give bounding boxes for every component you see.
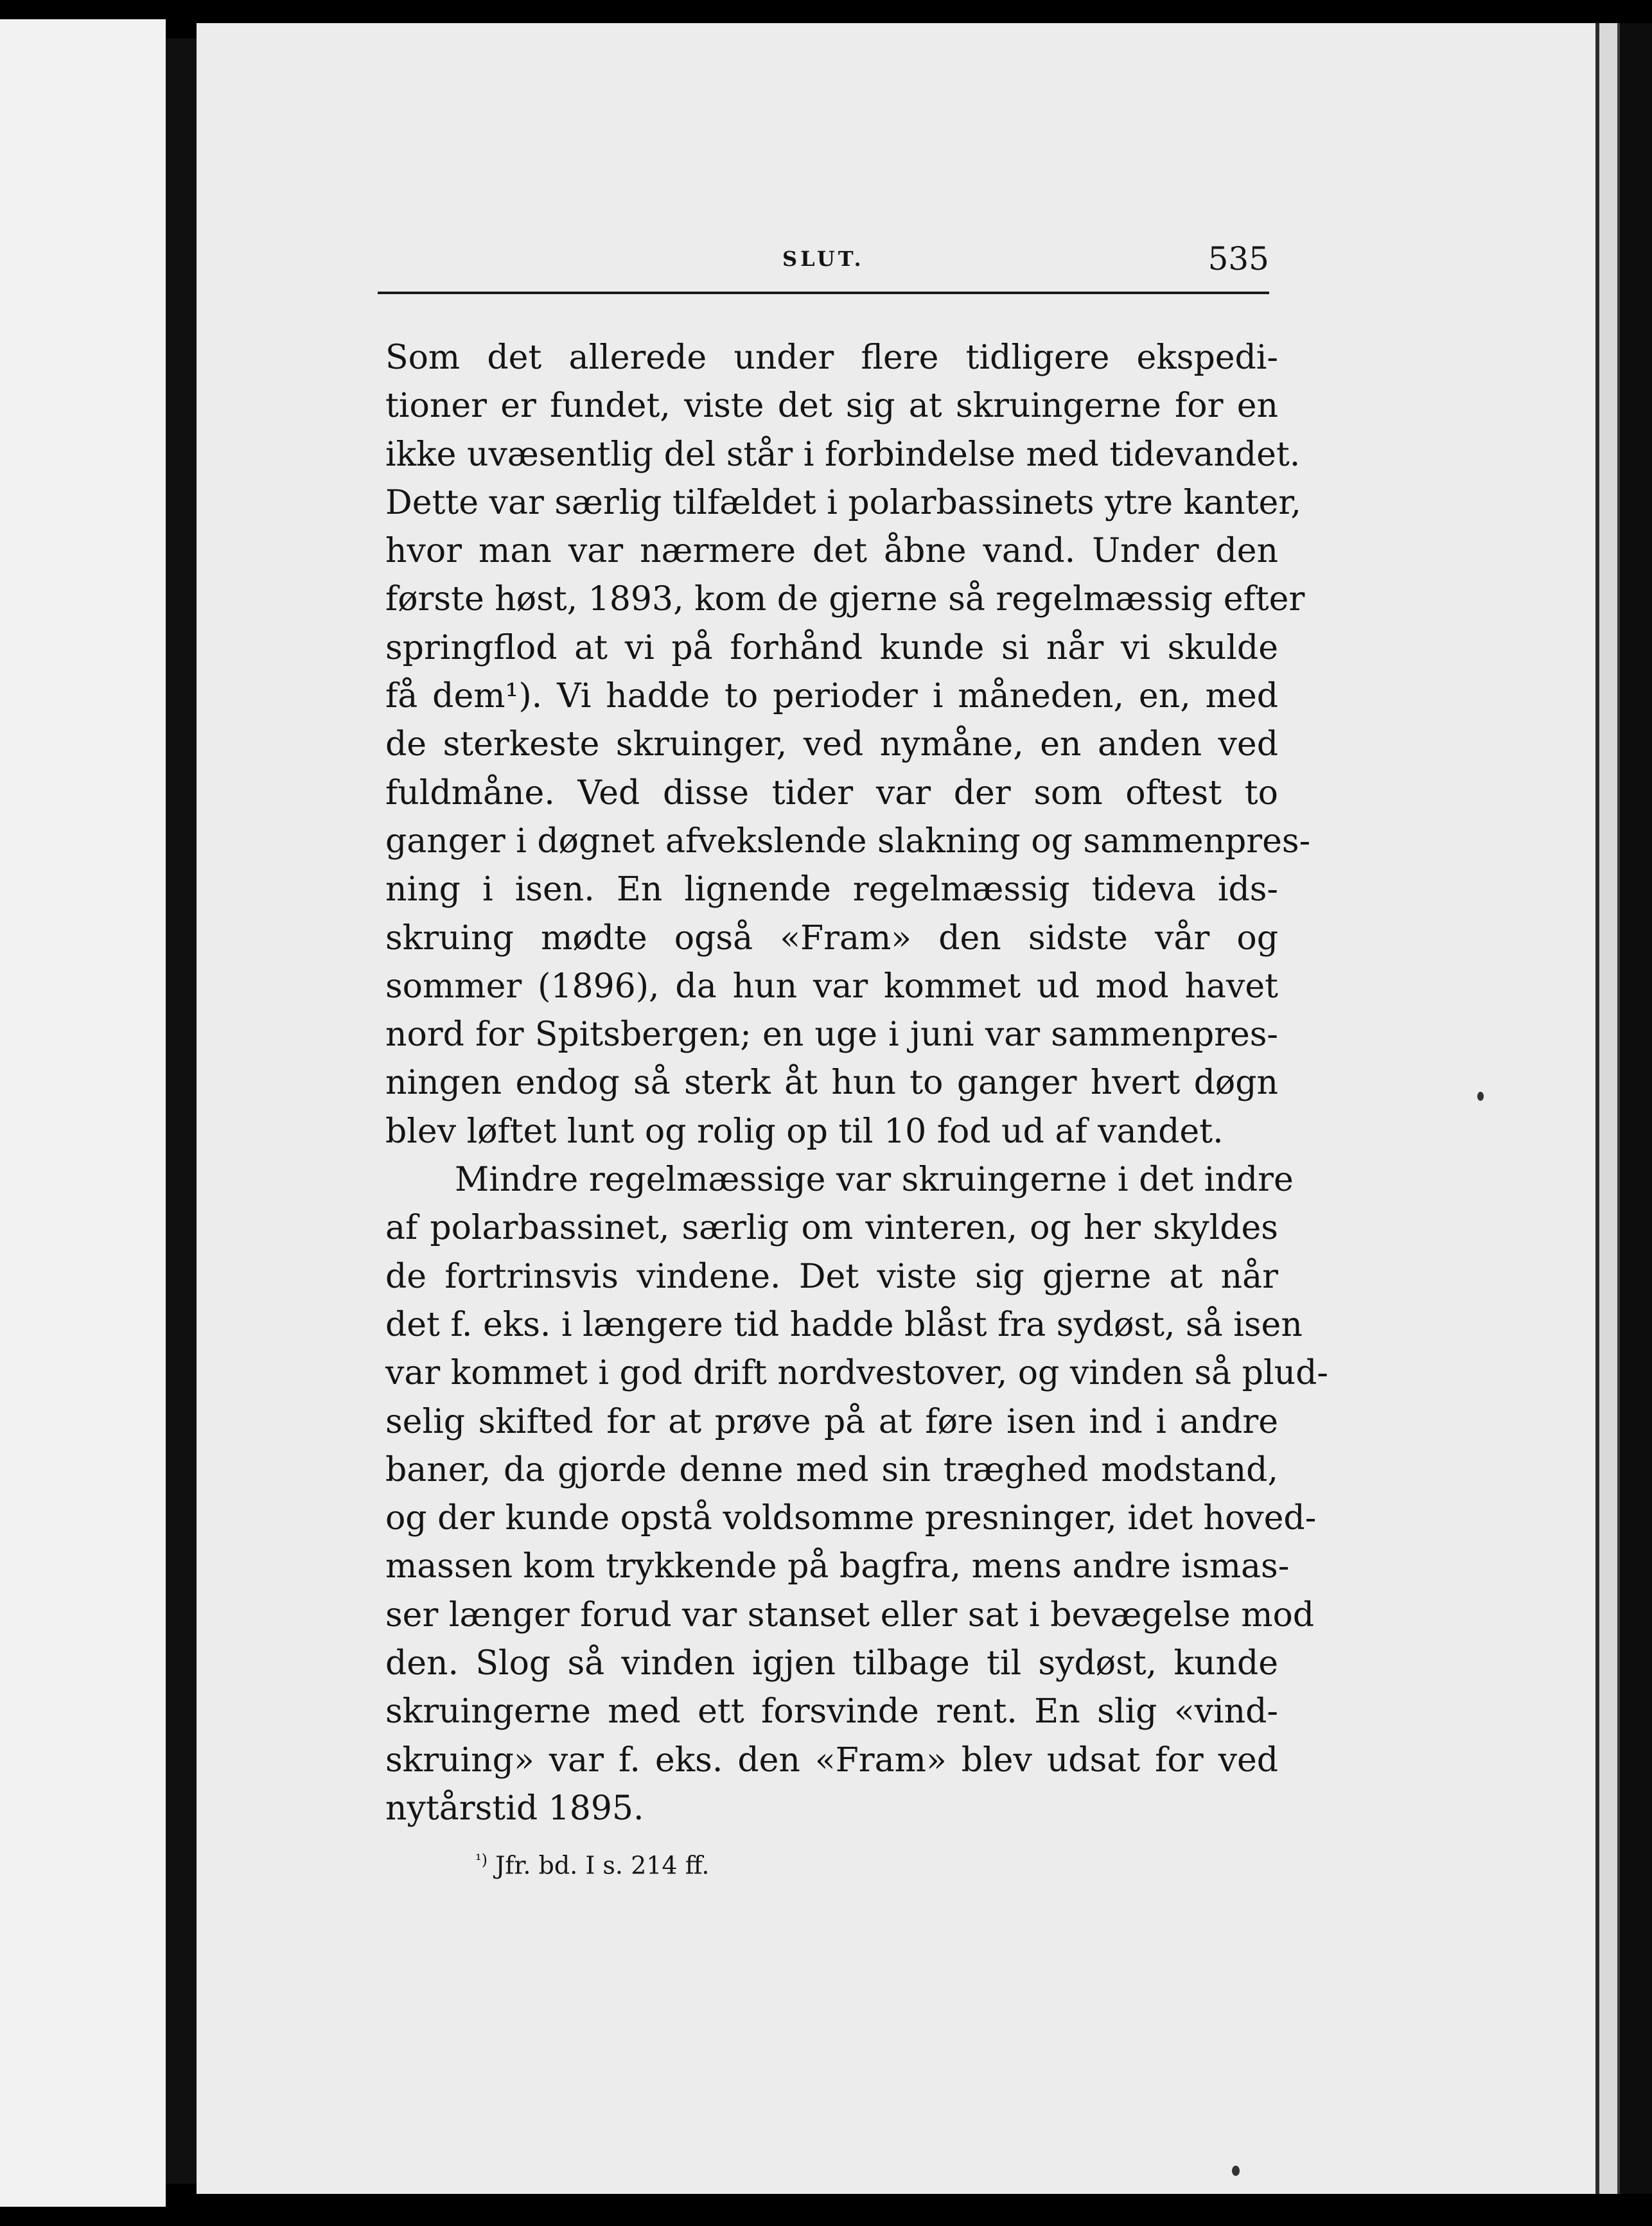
left-facing-page <box>0 19 166 2207</box>
text-line: de fortrinsvis vindene. Det viste sig gjerne at når <box>385 1257 1278 1296</box>
text-line: var kommet i god drift nordvestover, og vinden så plud- <box>385 1354 1328 1393</box>
page-number: 535 <box>1208 240 1269 277</box>
running-head: SLUT. <box>782 247 865 271</box>
footnote-marker: ¹) <box>475 1851 488 1869</box>
page-edge <box>1595 23 1620 2194</box>
text-line: selig skifted for at prøve på at føre isen ind i andre <box>385 1402 1278 1441</box>
text-line: nytårstid 1895. <box>385 1789 644 1828</box>
text-line: hvor man var nærmere det åbne vand. Under den <box>385 532 1278 571</box>
text-line: af polarbassinet, særlig om vinteren, og her skyldes <box>385 1209 1278 1248</box>
text-line: nord for Spitsbergen; en uge i juni var sammenpres- <box>385 1015 1278 1055</box>
text-line: og der kunde opstå voldsomme presninger, idet hoved- <box>385 1499 1317 1538</box>
book-gutter <box>166 39 199 2184</box>
text-line: ningen endog så sterk åt hun to ganger hvert døgn <box>385 1064 1278 1103</box>
scan-border-top <box>0 0 1652 19</box>
text-line: ganger i døgnet afvekslende slakning og sammenpres- <box>385 821 1311 861</box>
text-line: tioner er fundet, viste det sig at skruingerne for en <box>385 387 1278 426</box>
text-line: ning i isen. En lignende regelmæssig tideva ids- <box>385 870 1278 909</box>
footnote <box>475 1851 709 1880</box>
text-line: Dette var særlig tilfældet i polarbassinets ytre kanter, <box>385 483 1301 522</box>
text-line: ikke uvæsentlig del står i forbindelse med tidevandet. <box>385 435 1301 474</box>
text-line: ser længer forud var stanset eller sat i bevægelse mod <box>385 1595 1315 1634</box>
text-line: Som det allerede under flere tidligere ekspedi- <box>385 338 1278 377</box>
text-line: fuldmåne. Ved disse tider var der som oftest to <box>385 773 1278 812</box>
scan-border-right <box>1620 23 1652 2194</box>
text-line: den. Slog så vinden igjen tilbage til sydøst, kunde <box>385 1644 1278 1683</box>
text-line: skruingerne med ett forsvinde rent. En slig «vind- <box>385 1692 1278 1731</box>
page-header <box>378 240 1269 283</box>
text-line: sommer (1896), da hun var kommet ud mod havet <box>385 967 1278 1006</box>
footnote-text: Jfr. bd. I s. 214 ff. <box>495 1851 710 1880</box>
text-line: baner, da gjorde denne med sin træghed modstand, <box>385 1450 1278 1489</box>
text-line: skruing mødte også «Fram» den sidste vår og <box>385 918 1278 958</box>
scan-speck <box>1232 2166 1240 2176</box>
text-line: det f. eks. i længere tid hadde blåst fra sydøst, så isen <box>385 1305 1303 1344</box>
text-line: første høst, 1893, kom de gjerne så regelmæssig efter <box>385 580 1305 619</box>
text-line: skruing» var f. eks. den «Fram» blev udsat for ved <box>385 1740 1278 1780</box>
body-text <box>385 334 1328 1833</box>
text-line: massen kom trykkende på bagfra, mens andre ismas- <box>385 1547 1290 1586</box>
text-line: springflod at vi på forhånd kunde si når vi skulde <box>385 628 1278 667</box>
text-line: de sterkeste skruinger, ved nymåne, en anden ved <box>385 725 1278 764</box>
text-line: blev løftet lunt og rolig op til 10 fod ud af vandet. <box>385 1112 1224 1151</box>
text-line: få dem¹). Vi hadde to perioder i måneden, en, med <box>385 677 1278 716</box>
text-line: Mindre regelmæssige var skruingerne i det indre <box>455 1161 1294 1200</box>
header-rule <box>378 292 1269 294</box>
scan-speck <box>1477 1092 1484 1101</box>
